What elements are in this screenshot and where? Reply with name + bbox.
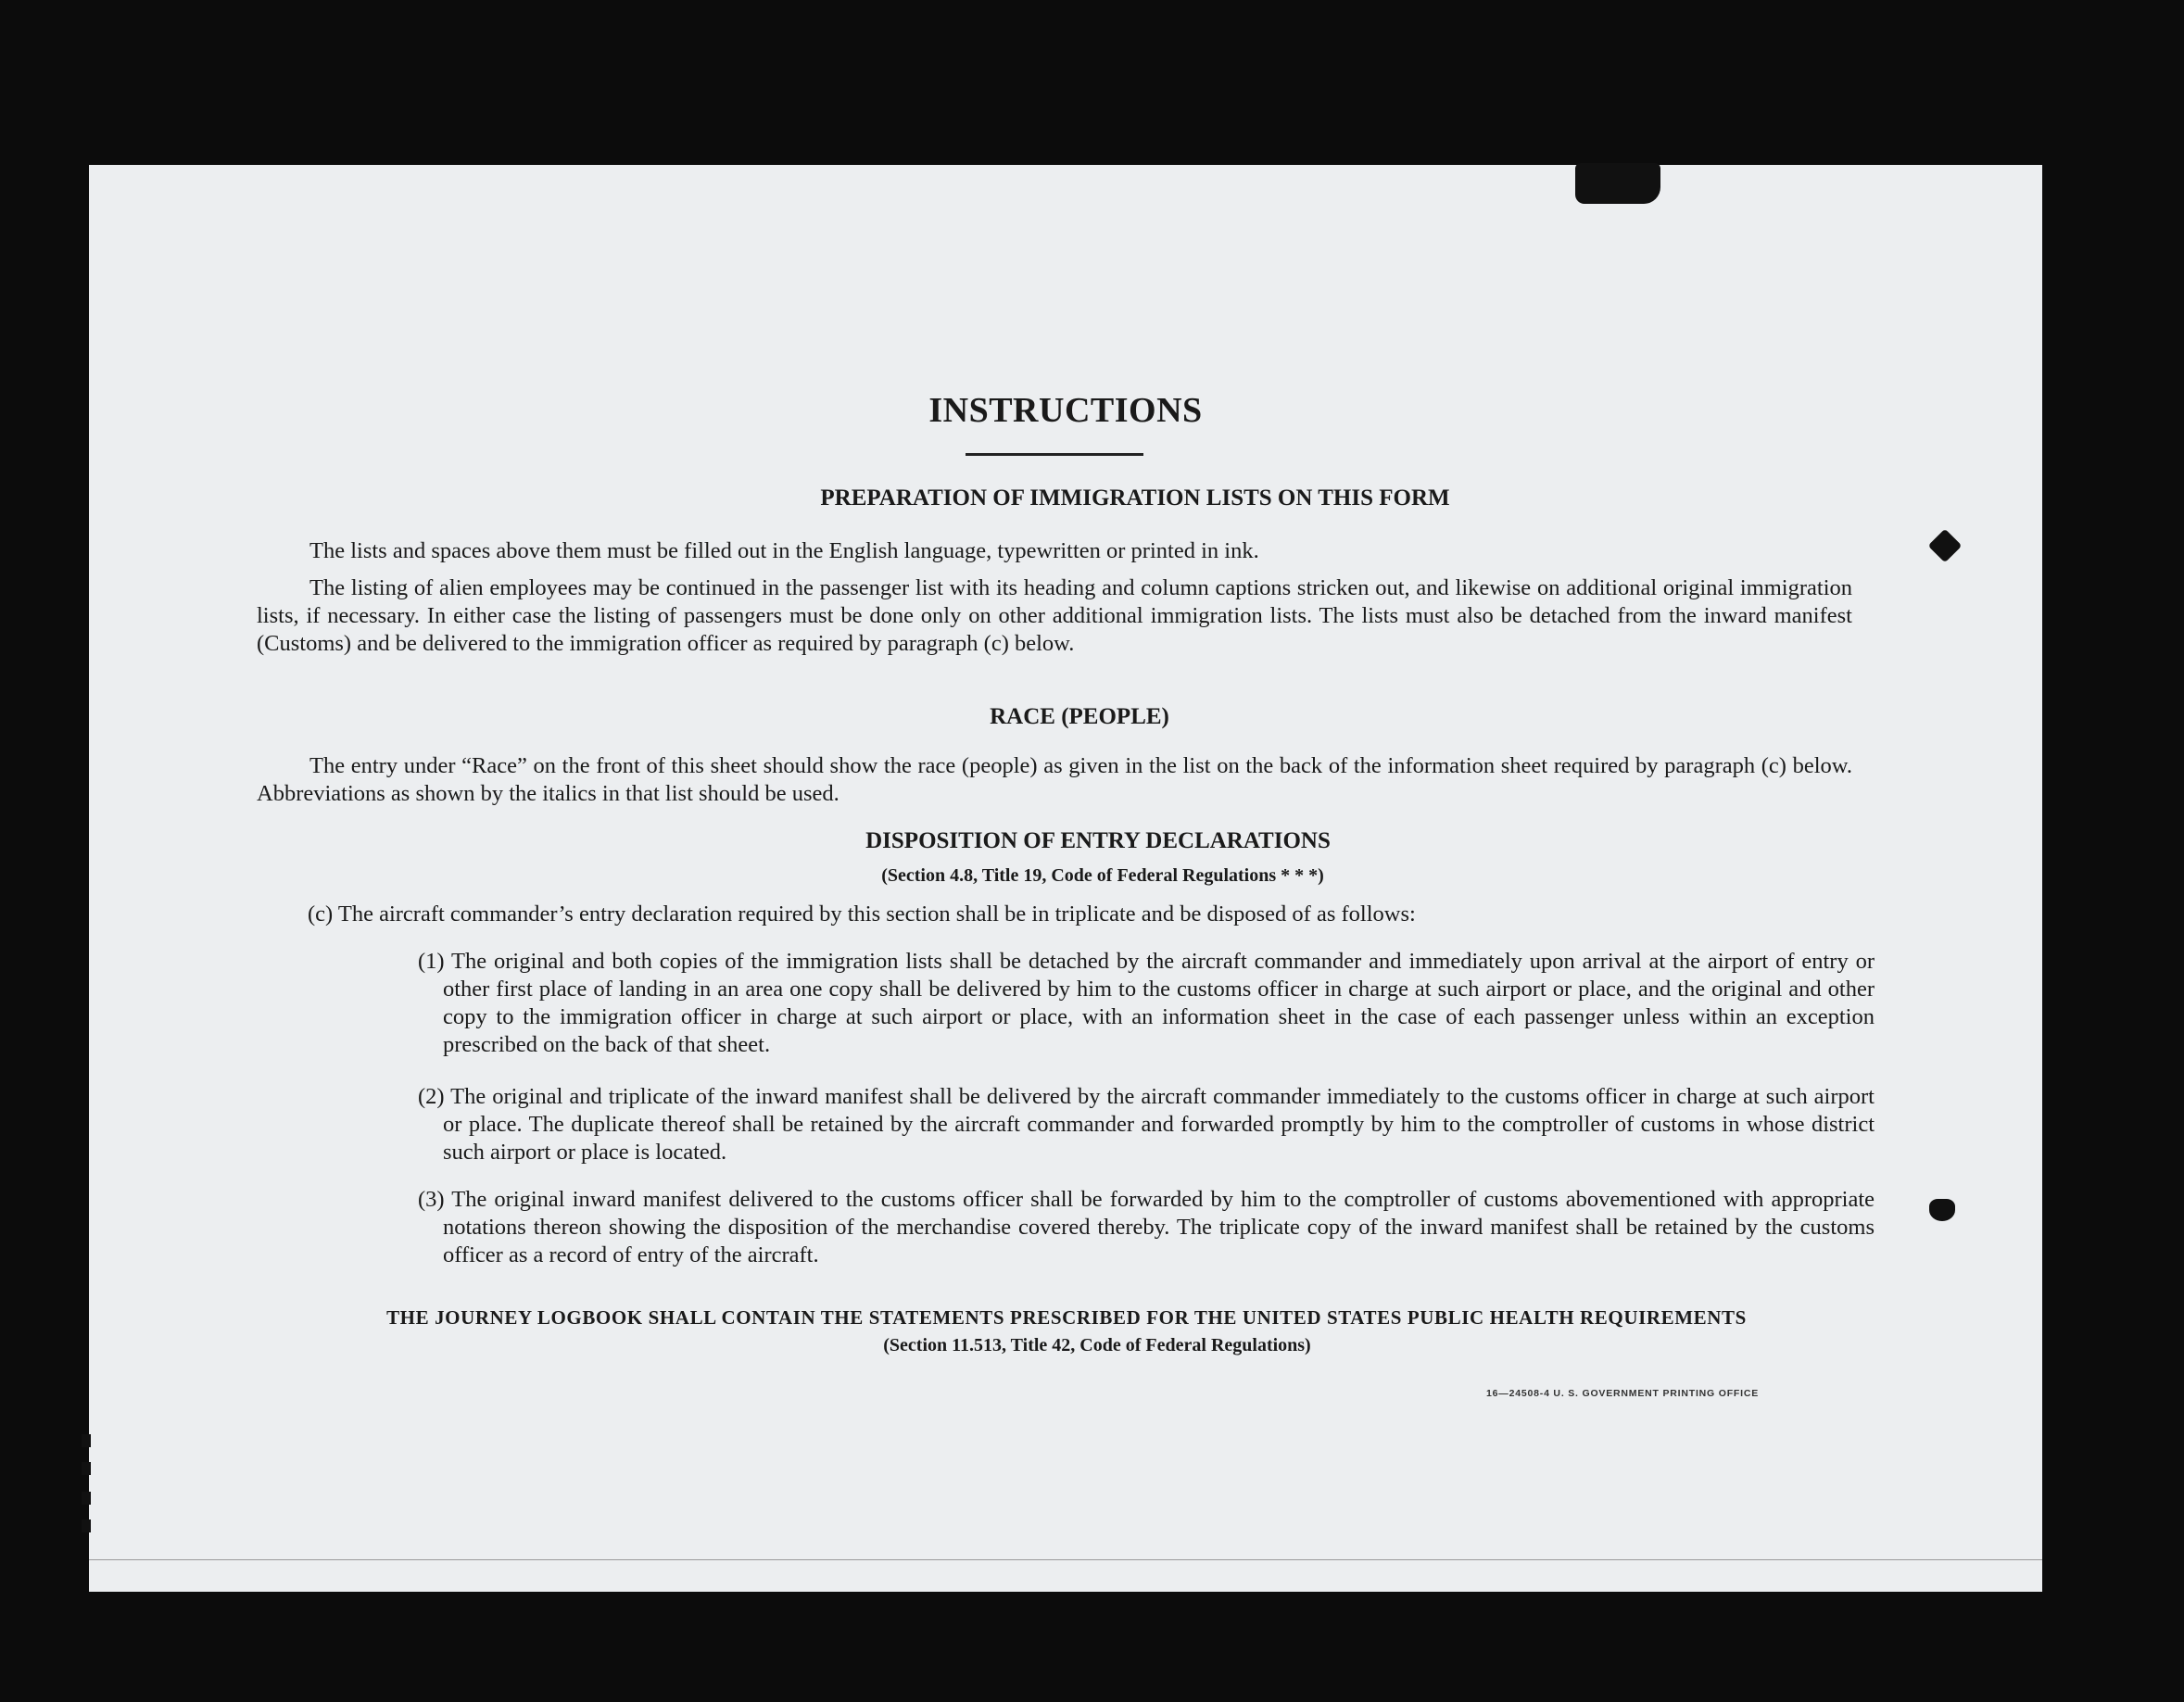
page-title: INSTRUCTIONS — [928, 391, 1203, 430]
edge-speck — [82, 1519, 91, 1532]
list-item: (1) The original and both copies of the immigration lists shall be detached by the aircraft commander and immediately upon arrival at the airport of entry or other first place of landing in an area one copy shall be delivered by him to the customs officer in charge at such airport or place, and the original and other copy to the immigration officer in charge at such airport or place, with an information sheet in the case of each passenger unless within an exception prescribed on the back of that sheet. — [418, 949, 1875, 1057]
paragraph-disposition-intro: (c) The aircraft commander’s entry declaration required by this section shall be in triplicate and be disposed of as follows: — [308, 901, 1416, 927]
paragraph-race: The entry under “Race” on the front of this sheet should show the race (people) as given in the list on the back of the information sheet required by paragraph (c) below. Abbreviations as shown by the italics in that list should be used. — [257, 753, 1852, 806]
list-item: (3) The original inward manifest delivered to the customs officer shall be forwarded by him to the comptroller of customs abovementioned with appropriate notations thereon showing the disposition of the merchandise covered thereby. The triplicate copy of the inward manifest shall be retained by the customs officer as a record of entry of the aircraft. — [418, 1187, 1875, 1267]
page-edge-line — [89, 1559, 2042, 1560]
edge-speck — [82, 1434, 91, 1447]
list-item: (2) The original and triplicate of the inward manifest shall be delivered by the aircraft commander immediately to the customs officer in charge at such airport or place. The duplicate thereof shall be retained by the aircraft commander and forwarded promptly by him to the comptroller of customs in whose district such airport or place is located. — [418, 1084, 1875, 1165]
section-subheading-disposition: (Section 4.8, Title 19, Code of Federal Regulations * * *) — [881, 865, 1324, 886]
paragraph-preparation-2: The listing of alien employees may be continued in the passenger list with its heading and column captions stricken out, and likewise on additional original immigration lists, if necessary. In either case the listing of passengers must be done only on other additional immigration lists. The lists must also be detached from the inward manifest (Customs) and be delivered to the immigration officer as required by paragraph (c) below. — [257, 575, 1852, 656]
edge-speck — [82, 1462, 91, 1475]
tape-mark — [1575, 163, 1660, 204]
edge-speck — [82, 1492, 91, 1505]
paragraph-preparation-1: The lists and spaces above them must be filled out in the English language, typewritten or printed in ink. — [309, 538, 1259, 563]
title-underline — [966, 453, 1143, 456]
section-heading-disposition: DISPOSITION OF ENTRY DECLARATIONS — [865, 828, 1331, 853]
document-page — [89, 165, 2042, 1592]
section-heading-preparation: PREPARATION OF IMMIGRATION LISTS ON THIS FORM — [820, 485, 1450, 511]
printer-imprint: 16—24508-4 U. S. GOVERNMENT PRINTING OFFICE — [1486, 1388, 1760, 1399]
footer-citation: (Section 11.513, Title 42, Code of Federal Regulations) — [883, 1335, 1311, 1355]
section-heading-race: RACE (PEOPLE) — [990, 704, 1169, 729]
footer-statement: THE JOURNEY LOGBOOK SHALL CONTAIN THE STATEMENTS PRESCRIBED FOR THE UNITED STATES PUBLIC HEALTH REQUIREMENTS — [386, 1306, 1747, 1329]
ink-spot — [1929, 1199, 1955, 1221]
